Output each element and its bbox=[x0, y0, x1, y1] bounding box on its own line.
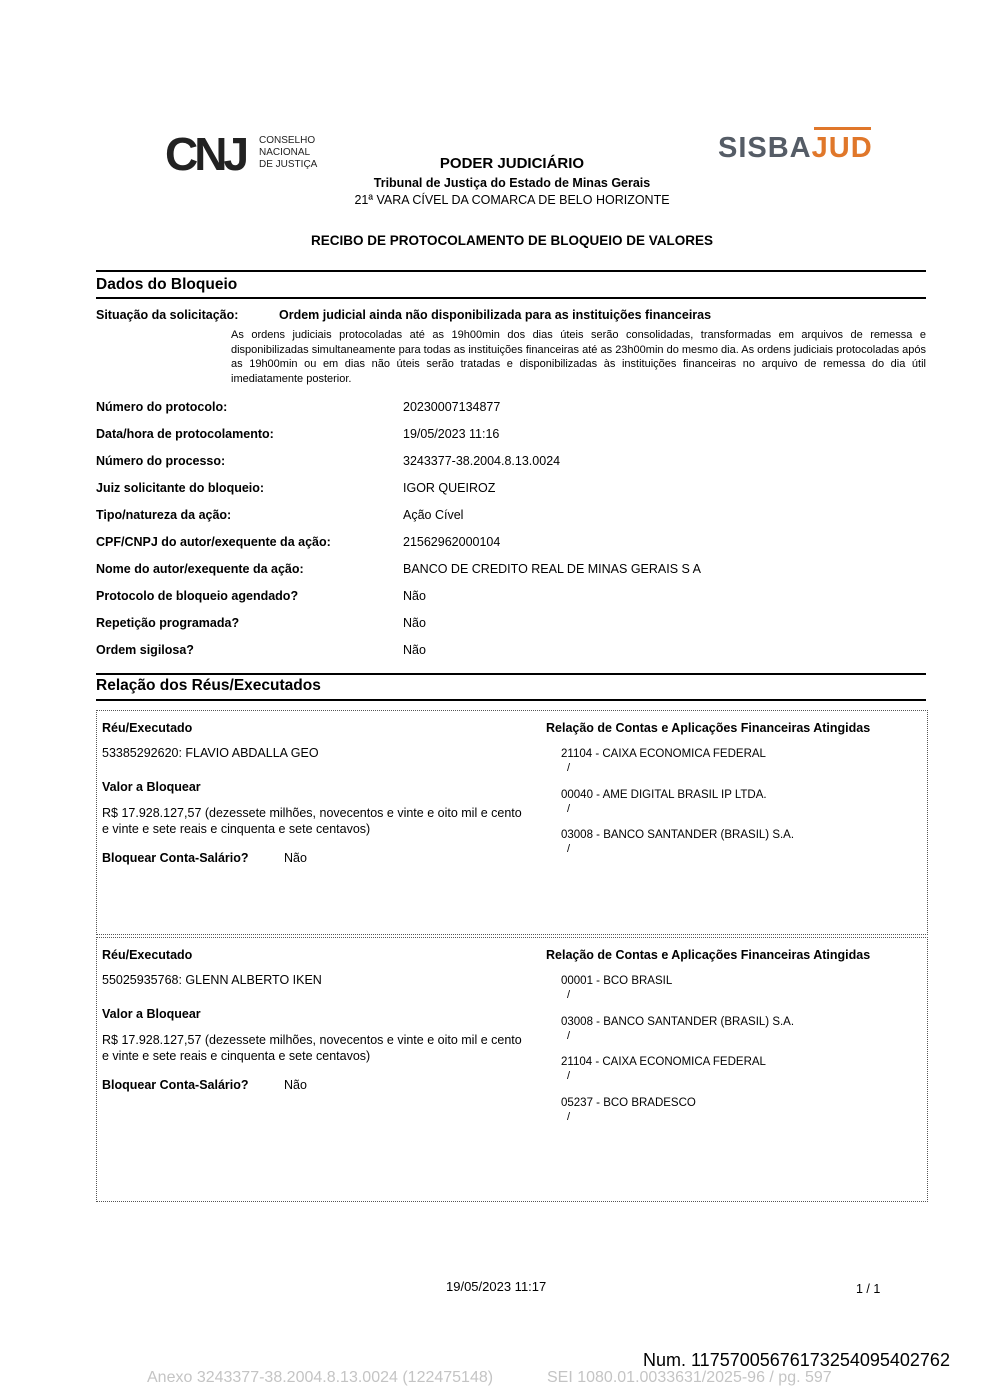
defendant-card bbox=[96, 710, 928, 935]
anexo-watermark: Anexo 3243377-38.2004.8.13.0024 (122475148) bbox=[147, 1369, 494, 1386]
field-label: Data/hora de protocolamento: bbox=[96, 427, 274, 441]
cnj-logo-line: NACIONAL bbox=[259, 147, 311, 158]
account-item: 21104 - CAIXA ECONOMICA FEDERAL bbox=[561, 1056, 766, 1068]
account-detail: / bbox=[567, 989, 571, 1001]
situacao-note: As ordens judiciais protocoladas até as 19h00min dos dias úteis serão consolidadas, transformadas em arquivos de remessa e disponibilizadas simultaneamente para todas as instituições financeiras até as 23h00min do mesmo dia. As ordens judiciais protocoladas após as 19h00min ou em dias não úteis serão tratadas e disponibilizadas às instituições financeiras no arquivo de remessa do dia útil imediatamente posterior. bbox=[231, 329, 926, 385]
field-label: Nome do autor/exequente da ação: bbox=[96, 562, 304, 576]
valor-label: Valor a Bloquear bbox=[102, 1007, 201, 1021]
sisbajud-logo-part2: JUD bbox=[811, 132, 873, 164]
page-number: 1 / 1 bbox=[856, 1282, 881, 1296]
defendant-card bbox=[96, 937, 928, 1202]
account-item: 03008 - BANCO SANTANDER (BRASIL) S.A. bbox=[561, 1016, 795, 1028]
valor-amount: R$ 17.928.127,57 (dezessete milhões, novecentos e vinte e oito mil e cento e vinte e sete reais e cinquenta e sete centavos) bbox=[102, 1033, 522, 1063]
field-label: Ordem sigilosa? bbox=[96, 643, 194, 657]
field-label: Número do protocolo: bbox=[96, 400, 228, 414]
account-detail: / bbox=[567, 803, 571, 815]
reu-name: 53385292620: FLAVIO ABDALLA GEO bbox=[102, 746, 319, 760]
field-value: BANCO DE CREDITO REAL DE MINAS GERAIS S A bbox=[403, 562, 701, 576]
section-divider bbox=[96, 270, 926, 272]
account-detail: / bbox=[567, 1070, 571, 1082]
field-label: Tipo/natureza da ação: bbox=[96, 508, 232, 522]
reu-label: Réu/Executado bbox=[102, 721, 193, 735]
section-divider bbox=[96, 673, 926, 675]
account-detail: / bbox=[567, 1111, 571, 1123]
document-title: RECIBO DE PROTOCOLAMENTO DE BLOQUEIO DE VALORES bbox=[310, 233, 714, 248]
section-divider bbox=[96, 297, 926, 299]
field-label: Juiz solicitante do bloqueio: bbox=[96, 481, 265, 495]
tribunal-name: Tribunal de Justiça do Estado de Minas Gerais bbox=[373, 176, 651, 190]
contas-label: Relação de Contas e Aplicações Financeiras Atingidas bbox=[546, 948, 871, 962]
conta-salario-label: Bloquear Conta-Salário? bbox=[102, 851, 249, 865]
section-title-dados: Dados do Bloqueio bbox=[96, 276, 238, 293]
sisbajud-logo-part1: SISBA bbox=[718, 132, 812, 164]
cnj-logo-line: DE JUSTIÇA bbox=[259, 159, 318, 170]
valor-label: Valor a Bloquear bbox=[102, 780, 201, 794]
account-detail: / bbox=[567, 1030, 571, 1042]
conta-salario-label: Bloquear Conta-Salário? bbox=[102, 1078, 249, 1092]
situacao-value: Ordem judicial ainda não disponibilizada para as instituições financeiras bbox=[279, 308, 712, 322]
section-divider bbox=[96, 699, 926, 701]
field-label: Número do processo: bbox=[96, 454, 226, 468]
field-value: Ação Cível bbox=[403, 508, 464, 522]
document-number: Num. 11757005676173254095402762 bbox=[643, 1350, 950, 1370]
section-title-reus: Relação dos Réus/Executados bbox=[96, 677, 321, 694]
field-value: Não bbox=[403, 589, 426, 603]
contas-label: Relação de Contas e Aplicações Financeiras Atingidas bbox=[546, 721, 871, 735]
cnj-logo-mark: CNJ bbox=[165, 128, 246, 180]
account-item: 00001 - BCO BRASIL bbox=[561, 975, 673, 987]
vara-name: 21ª VARA CÍVEL DA COMARCA DE BELO HORIZONTE bbox=[354, 193, 670, 207]
account-item: 05237 - BCO BRADESCO bbox=[561, 1097, 696, 1109]
reu-name: 55025935768: GLENN ALBERTO IKEN bbox=[102, 973, 322, 987]
account-item: 00040 - AME DIGITAL BRASIL IP LTDA. bbox=[561, 789, 767, 801]
field-value: IGOR QUEIROZ bbox=[403, 481, 496, 495]
field-label: Repetição programada? bbox=[96, 616, 240, 630]
account-item: 21104 - CAIXA ECONOMICA FEDERAL bbox=[561, 748, 766, 760]
cnj-logo-line: CONSELHO bbox=[259, 135, 316, 146]
field-value: 20230007134877 bbox=[403, 400, 501, 414]
field-value: 19/05/2023 11:16 bbox=[403, 427, 500, 441]
field-label: Protocolo de bloqueio agendado? bbox=[96, 589, 299, 603]
account-detail: / bbox=[567, 762, 571, 774]
field-label: CPF/CNPJ do autor/exequente da ação: bbox=[96, 535, 331, 549]
account-detail: / bbox=[567, 843, 571, 855]
account-item: 03008 - BANCO SANTANDER (BRASIL) S.A. bbox=[561, 829, 795, 841]
valor-amount: R$ 17.928.127,57 (dezessete milhões, novecentos e vinte e oito mil e cento e vinte e sete reais e cinquenta e sete centavos) bbox=[102, 806, 522, 836]
situacao-label: Situação da solicitação: bbox=[96, 308, 239, 322]
reu-label: Réu/Executado bbox=[102, 948, 193, 962]
field-value: Não bbox=[403, 616, 426, 630]
sei-watermark: SEI 1080.01.0033631/2025-96 / pg. 597 bbox=[547, 1369, 832, 1386]
field-value: 3243377-38.2004.8.13.0024 bbox=[403, 454, 561, 468]
conta-salario-value: Não bbox=[284, 851, 307, 865]
page-title: PODER JUDICIÁRIO bbox=[439, 155, 585, 172]
footer-date: 19/05/2023 11:17 bbox=[446, 1279, 547, 1294]
field-value: Não bbox=[403, 643, 426, 657]
conta-salario-value: Não bbox=[284, 1078, 307, 1092]
field-value: 21562962000104 bbox=[403, 535, 501, 549]
